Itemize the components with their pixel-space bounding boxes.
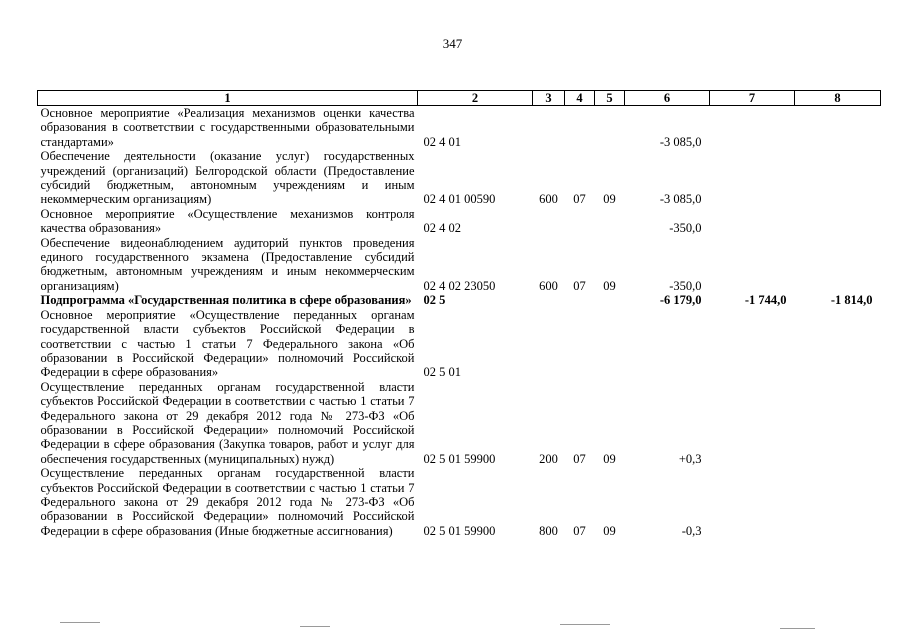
cell-code: 02 5 01: [423, 365, 461, 380]
table-row: [38, 466, 881, 538]
cell-rz: 07: [573, 451, 586, 466]
cell-vr: [533, 308, 565, 380]
cell-code: 02 4 02 23050: [423, 278, 496, 293]
cell-vr: [533, 293, 565, 307]
cell-code: 02 4 02: [423, 221, 461, 236]
cell-value-7: [710, 308, 795, 380]
cell-value-8: [795, 308, 881, 380]
table-row: [38, 380, 881, 466]
cell-rz: 07: [573, 523, 586, 538]
cell-name: Основное мероприятие «Реализация механизмов оценки качества образования в соответствии с государственными образовательными стандартами»: [40, 106, 415, 149]
header-col-6: 6: [625, 91, 710, 106]
cell-pr: [595, 207, 625, 236]
cell-value-7: [710, 466, 795, 538]
table-row: [38, 149, 881, 207]
table-row: [38, 236, 881, 294]
cell-pr: 09: [603, 523, 616, 538]
table-row: [38, 207, 881, 236]
header-col-4: 4: [565, 91, 595, 106]
cell-value-8: [795, 380, 881, 466]
scan-artifact: [300, 626, 330, 627]
cell-vr: 600: [539, 278, 558, 293]
cell-value-8: [795, 149, 881, 207]
cell-vr: [533, 207, 565, 236]
cell-name: Обеспечение деятельности (оказание услуг) государственных учреждений (организаций) Белгородской области (Предоставление субсидий бюджетным, автономным учреждениям и иным некоммерческим организациям): [40, 149, 415, 207]
scan-artifact: [780, 628, 815, 629]
header-col-5: 5: [595, 91, 625, 106]
cell-value-7: [710, 380, 795, 466]
scan-artifact: [560, 624, 610, 625]
table-header-row: [38, 91, 881, 106]
table-row: [38, 106, 881, 150]
cell-value-6: -3 085,0: [659, 134, 702, 149]
cell-name: Основное мероприятие «Осуществление переданных органам государственной власти субъектов Российской Федерации в соответствии с частью 1 статьи 7 Федерального закона «Об образовании в Российской Федерации» полномочий Российской Федерации в сфере образования»: [40, 307, 415, 380]
header-col-2: 2: [418, 91, 533, 106]
cell-pr: [595, 293, 625, 307]
cell-vr: [533, 106, 565, 150]
cell-rz: [565, 106, 595, 150]
cell-rz: [565, 308, 595, 380]
cell-pr: 09: [603, 278, 616, 293]
cell-value-8: [795, 236, 881, 294]
table-row: [38, 308, 881, 380]
cell-pr: [595, 308, 625, 380]
cell-value-6: -3 085,0: [659, 192, 702, 207]
cell-value-7: [710, 106, 795, 150]
cell-rz: 07: [573, 192, 586, 207]
cell-name: Осуществление переданных органам государственной власти субъектов Российской Федерации в соответствии с частью 1 статьи 7 Федерального закона от 29 декабря 2012 года № 273-ФЗ «Об образовании в Российской Федерации» полномочий Российской Федерации в сфере образования (Закупка товаров, работ и услуг для обеспечения государственных (муниципальных) нужд): [40, 379, 415, 466]
table-body: [38, 106, 881, 539]
cell-value-8: [795, 466, 881, 538]
cell-value-7: -1 744,0: [744, 293, 787, 308]
cell-value-8: [795, 106, 881, 150]
cell-code: 02 5 01 59900: [423, 523, 496, 538]
cell-rz: 07: [573, 278, 586, 293]
cell-code: 02 5: [423, 293, 446, 308]
scan-artifact: [60, 622, 100, 623]
cell-code: 02 4 01 00590: [423, 192, 496, 207]
cell-pr: 09: [603, 451, 616, 466]
cell-value-6: +0,3: [678, 451, 702, 466]
cell-value-7: [710, 207, 795, 236]
cell-value-8: [795, 207, 881, 236]
cell-value-7: [710, 236, 795, 294]
table-row: [38, 293, 881, 307]
cell-rz: [565, 293, 595, 307]
cell-code: 02 5 01 59900: [423, 451, 496, 466]
header-col-1: 1: [38, 91, 418, 106]
cell-value-7: [710, 149, 795, 207]
page-number: 347: [442, 36, 463, 51]
cell-code: 02 4 01: [423, 134, 461, 149]
cell-vr: 200: [539, 451, 558, 466]
cell-rz: [565, 207, 595, 236]
cell-pr: 09: [603, 192, 616, 207]
cell-value-6: -6 179,0: [659, 293, 702, 308]
cell-name: Осуществление переданных органам государственной власти субъектов Российской Федерации в соответствии с частью 1 статьи 7 Федерального закона от 29 декабря 2012 года № 273-ФЗ «Об образовании в Российской Федерации» полномочий Российской Федерации в сфере образования (Иные бюджетные ассигнования): [40, 466, 415, 538]
cell-value-6: -350,0: [669, 221, 702, 236]
cell-pr: [595, 106, 625, 150]
cell-value-8: -1 814,0: [830, 293, 873, 308]
cell-name: Обеспечение видеонаблюдением аудиторий пунктов проведения единого государственного экзамена (Предоставление субсидий бюджетным, автономным учреждениям и иным некоммерческим организациям): [40, 235, 415, 293]
cell-name: Подпрограмма «Государственная политика в сфере образования»: [40, 293, 412, 308]
header-col-8: 8: [795, 91, 881, 106]
cell-vr: 800: [539, 523, 558, 538]
cell-value-6: -350,0: [669, 278, 702, 293]
budget-table: [37, 90, 881, 538]
header-col-7: 7: [710, 91, 795, 106]
cell-value-6: [625, 308, 710, 380]
cell-name: Основное мероприятие «Осуществление механизмов контроля качества образования»: [40, 206, 415, 236]
cell-vr: 600: [539, 192, 558, 207]
header-col-3: 3: [533, 91, 565, 106]
cell-value-6: -0,3: [681, 523, 702, 538]
